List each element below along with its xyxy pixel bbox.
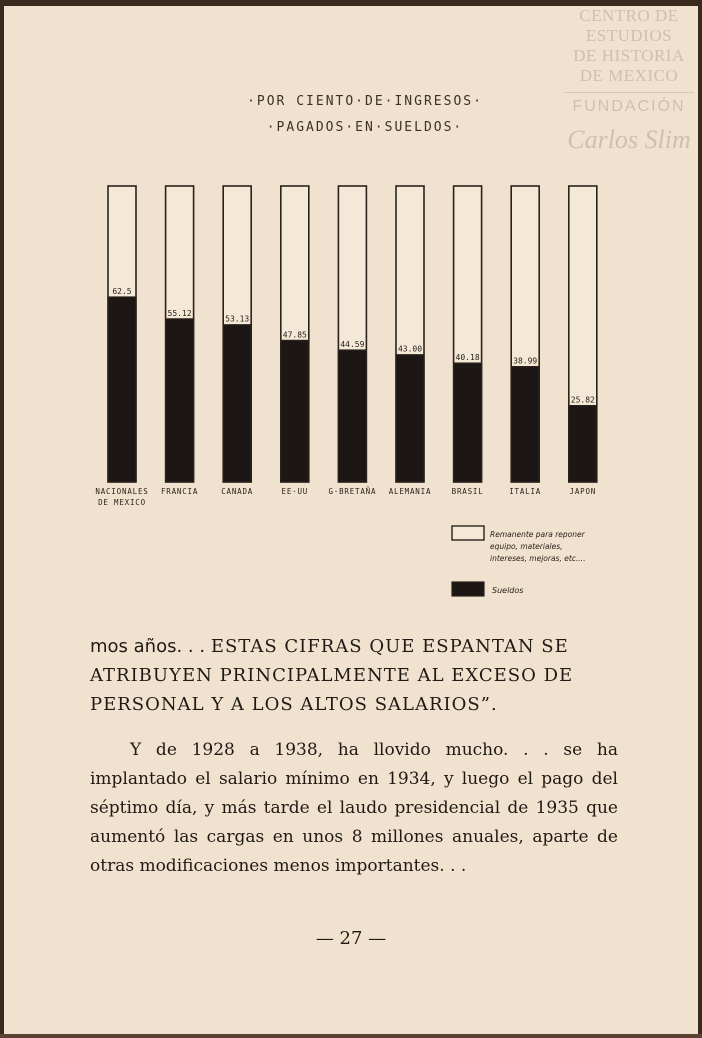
paragraph-lead-text: mos años. . . bbox=[90, 636, 206, 657]
bar-sueldos bbox=[454, 363, 482, 482]
bar-value-label: 53.13 bbox=[225, 314, 250, 324]
bar-value-label: 38.99 bbox=[513, 356, 538, 366]
bar-sueldos bbox=[569, 406, 597, 482]
bar-sueldos bbox=[338, 350, 366, 482]
category-label: FRANCIA bbox=[160, 487, 199, 496]
category-label: ALEMANIA bbox=[388, 487, 432, 496]
bar-sueldos bbox=[281, 340, 309, 482]
category-label: NACIONALES bbox=[95, 487, 149, 496]
category-label: CANADA bbox=[221, 487, 254, 496]
bar-value-label: 25.82 bbox=[570, 395, 595, 405]
chart-title-line-2: ·PAGADOS·EN·SUELDOS· bbox=[266, 120, 464, 135]
chart-title-line-1: ·POR CIENTO·DE·INGRESOS· bbox=[247, 94, 483, 109]
category-label: BRASIL bbox=[451, 487, 484, 496]
watermark-line: DE HISTORIA bbox=[573, 46, 685, 65]
bar-sueldos bbox=[223, 325, 251, 482]
bar-value-label: 43.00 bbox=[397, 344, 423, 354]
watermark-signature: Carlos Slim bbox=[567, 125, 691, 154]
category-label: JAPON bbox=[569, 487, 597, 496]
page-edge bbox=[0, 1034, 702, 1038]
bar-sueldos bbox=[511, 367, 539, 482]
legend-label-sueldos: Sueldos bbox=[492, 586, 524, 595]
category-label: EE·UU bbox=[281, 487, 309, 496]
legend-label-remainder: Remanente para reponer bbox=[490, 530, 585, 539]
paragraph-caps-text: ESTAS CIFRAS QUE ESPANTAN SE ATRIBUYEN PRINCIPALMENTE AL EXCESO DE PERSONAL Y A LOS ALTOS SALARIOS”. bbox=[90, 636, 574, 715]
paragraph-quote-end bbox=[90, 632, 618, 719]
bar-sueldos bbox=[108, 297, 136, 482]
watermark-line: DE MEXICO bbox=[579, 66, 679, 85]
watermark-line: ESTUDIOS bbox=[585, 26, 673, 45]
category-label: G·BRETAÑA bbox=[328, 487, 377, 496]
bar-sueldos bbox=[166, 319, 194, 482]
legend-swatch-remainder bbox=[452, 526, 484, 540]
bar-value-label: 62.5 bbox=[112, 287, 132, 296]
legend-label-remainder: equipo, materiales, bbox=[490, 542, 563, 551]
watermark-foundation: FUNDACIÓN bbox=[572, 98, 686, 115]
bar-value-label: 55.12 bbox=[167, 308, 192, 318]
legend-swatch-sueldos bbox=[452, 582, 484, 596]
category-label: ITALIA bbox=[509, 487, 542, 496]
paragraph-history-text: Y de 1928 a 1938, ha llovido mucho. . . se ha implantado el salario mínimo en 1934, y luego el pago del séptimo día, y más tarde el laudo presidencial de 1935 que aumentó las cargas en unos 8 millones anuales, aparte de otras modificaciones menos importantes. . . bbox=[90, 740, 618, 876]
watermark-line: CENTRO DE bbox=[579, 6, 679, 25]
paragraph-history bbox=[90, 736, 618, 881]
bar-value-label: 40.18 bbox=[455, 353, 480, 363]
bar-value-label: 47.85 bbox=[282, 330, 307, 340]
bar-value-label: 44.59 bbox=[340, 340, 365, 350]
legend-label-remainder: intereses, mejoras, etc.... bbox=[490, 554, 586, 563]
page-number: — 27 — bbox=[315, 928, 387, 949]
bar-sueldos bbox=[396, 355, 424, 482]
category-label: DE MEXICO bbox=[98, 498, 146, 507]
